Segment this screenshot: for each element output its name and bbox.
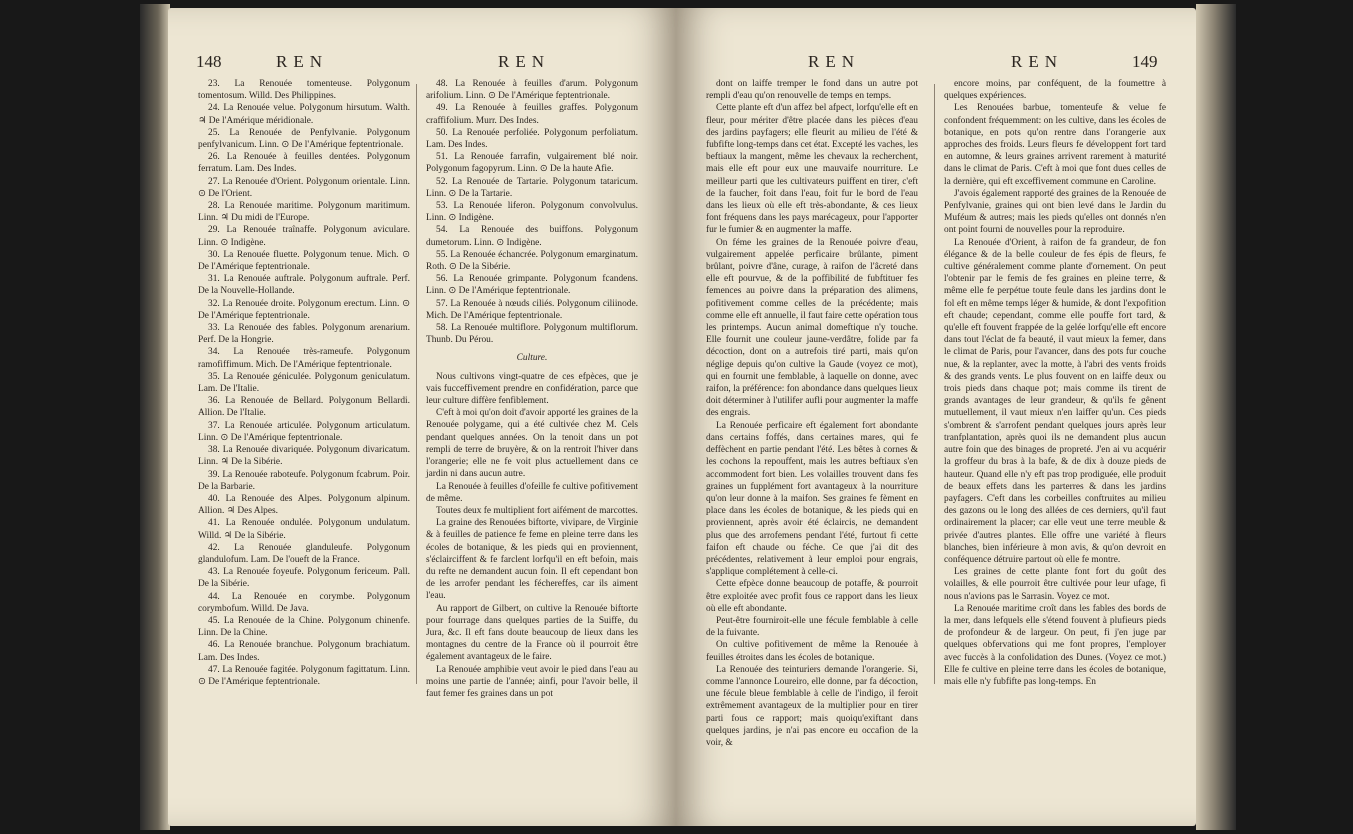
- right-column-1: [706, 78, 918, 749]
- right-column-2: [944, 78, 1166, 688]
- paragraph: 55. La Renouée échancrée. Polygonum emarginatum. Roth. ⊙ De la Sibérie.: [426, 249, 638, 273]
- paragraph: On cultive pofitivement de même la Renouée à feuilles étroites dans les écoles de botanique.: [706, 640, 918, 663]
- left-running-head-2: REN: [498, 52, 550, 71]
- left-page-number: 148: [196, 52, 222, 71]
- paragraph: 50. La Renouée perfoliée. Polygonum perfoliatum. Lam. Des Indes.: [426, 127, 638, 151]
- right-page: [676, 8, 1196, 826]
- column-rule: [416, 84, 417, 684]
- paragraph: Cette efpèce donne beaucoup de potaffe, & pourroit être exploitée avec profit fous ce rapport dans les lieux où elle eft abondante.: [706, 579, 918, 614]
- paragraph: 24. La Renouée velue. Polygonum hirsutum. Walth. ♃ De l'Amérique méridionale.: [198, 103, 410, 126]
- right-page-number: 149: [1132, 52, 1158, 71]
- paragraph: 31. La Renouée auftrale. Polygonum auftrale. Perf. De la Nouvelle-Hollande.: [198, 274, 410, 297]
- paragraph: On féme les graines de la Renouée poivre d'eau, vulgairement appelée perficaire brûlante, piment brûlant, poivre d'âne, curage, à raifon de l'âcreté dans elle eft pourvue, & de la poffibilité de fubftituer fes femences au poivre dans la préparation des alimens, pofitivement comme celles de la précédente; mais comme elle eft annuelle, il faut faire cette opération tous les printemps. Aucun animal domeftique n'y touche. Elle fournit une couleur jaune-verdâtre, folide par fa décoction, dont on a autrefois tiré parti, mais qu'on néglige depuis qu'on cultive la Gaude (voyez ce mot), qui en fournit une femblable, à laquelle on donne, avec raifon, la préférence: fon abondance dans quelques lieux doit déterminer à l'utilifer aufli pour augmenter la maffe des engrais.: [706, 237, 918, 419]
- paragraph: La Renouée amphibie veut avoir le pied dans l'eau au moins une partie de l'année; ainfi, pour l'avoir belle, il faut femer fes graines dans un pot: [426, 664, 638, 699]
- paragraph: 51. La Renouée farrafin, vulgairement blé noir. Polygonum fagopyrum. Linn. ⊙ De la haute Afie.: [426, 152, 638, 175]
- paragraph: encore moins, par conféquent, de la foumettre à quelques expériences.: [944, 79, 1166, 102]
- paragraph: 26. La Renouée à feuilles dentées. Polygonum ferratum. Lam. Des Indes.: [198, 152, 410, 175]
- paragraph: 45. La Renouée de la Chine. Polygonum chinenfe. Linn. De la Chine.: [198, 615, 410, 639]
- paragraph: 38. La Renouée divariquée. Polygonum divaricatum. Linn. ♃ De la Sibérie.: [198, 445, 410, 468]
- paragraph: C'eft à moi qu'on doit d'avoir apporté les graines de la Renouée polygame, qui a été cultivée chez M. Cels pendant quelques années. On la tenoit dans un pot rempli de terre de bruyère, & on la rentroit l'hiver dans l'orangerie; elle ne fe voit plus actuellement dans ce jardin ni dans aucun autre.: [426, 408, 638, 480]
- right-running-head: REN: [808, 52, 860, 71]
- paragraph: 34. La Renouée très-rameufe. Polygonum ramofiffimum. Mich. De l'Amérique feptentrionale.: [198, 347, 410, 370]
- paragraph: Culture.: [516, 353, 548, 364]
- paragraph: 35. La Renouée géniculée. Polygonum geniculatum. Lam. De l'Italie.: [198, 371, 410, 395]
- paragraph: La Renouée maritime croît dans les fables des bords de la mer, dans lefquels elle s'étend fouvent à plufieurs pieds de profondeur & de largeur. On peut, fi j'en juge par quelques obfervations qui me font propres, l'employer avec fuccès à la confolidation des Dunes. (Voyez ce mot.) Elle fe cultive en pleine terre dans les écoles de botanique, mais elle n'y fubfifte pas long-temps. En: [944, 603, 1166, 687]
- paragraph: La Renouée des teinturiers demande l'orangerie. Si, comme l'annonce Loureiro, elle donne, par fa décoction, une fécule bleue femblable à celle de l'indigo, il feroit extrêmement avantageux de la multiplier pour en tirer parti fous ce rapport; mais quoiqu'exiftant dans quelques jardins, je n'ai pas encore eu occafion de la voir, &: [706, 664, 918, 748]
- left-page: [168, 8, 676, 826]
- paragraph: La graine des Renouées biftorte, vivipare, de Virginie & à feuilles de patience fe feme en pleine terre dans les écoles de botanique, & les pieds qui en proviennent, s'éclairciffent & fe farclent lorfqu'il en eft befoin, mais du refte ne demandent aucun foin. Il eft cependant bon de les arrofer pendant les féchereffes, car ils aiment l'eau.: [426, 518, 638, 602]
- left-column-1: [198, 78, 410, 688]
- paragraph: 28. La Renouée maritime. Polygonum maritimum. Linn. ♃ Du midi de l'Europe.: [198, 201, 410, 224]
- paragraph: 25. La Renouée de Penfylvanie. Polygonum penfylvanicum. Linn. ⊙ De l'Amérique feptentrionale.: [198, 127, 410, 151]
- paragraph: Les graines de cette plante font fort du goût des volailles, & elle pourroit être cultivée pour leur ufage, fi nous n'avions pas le Sarrasin. Voyez ce mot.: [944, 567, 1166, 602]
- paragraph: Cette plante eft d'un affez bel afpect, lorfqu'elle eft en fleur, pour mériter d'être placée dans les pièces d'eau des jardins payfagers; elle fleurit au milieu de l'été & fubfifte long-temps dans cet état. Excepté les vaches, les beftiaux la mangent, même les chevaux la recherchent, mais elle eft pour eux une mauvaife nourriture. Le meilleur parti que les cultivateurs puiffent en tirer, c'eft de la faucher, foit dans l'eau, foit fur le bord de l'eau dans les lieux où elle eft très-abondante, & ces lieux font fréquens dans les pays marécageux, pour l'apporter fur le fumier & en augmenter la maffe.: [706, 103, 918, 236]
- paragraph: 43. La Renouée foyeufe. Polygonum fericeum. Pall. De la Sibérie.: [198, 567, 410, 590]
- paragraph: 56. La Renouée grimpante. Polygonum fcandens. Linn. ⊙ De l'Amérique feptentrionale.: [426, 274, 638, 297]
- paragraph: Toutes deux fe multiplient fort aifément de marcottes.: [436, 505, 638, 516]
- paragraph: 29. La Renouée traînaffe. Polygonum aviculare. Linn. ⊙ Indigène.: [198, 225, 410, 248]
- paragraph: 47. La Renouée fagitée. Polygonum fagittatum. Linn. ⊙ De l'Amérique feptentrionale.: [198, 664, 410, 687]
- paragraph: J'avois également rapporté des graines de la Renouée de Penfylvanie, graines qui ont bien levé dans le Jardin du Muféum & autres; mais les pieds qu'elles ont donnés n'en ont point fourni de nouvelles pour la reproduire.: [944, 188, 1166, 236]
- paragraph: 33. La Renouée des fables. Polygonum arenarium. Perf. De la Hongrie.: [198, 323, 410, 346]
- paragraph: 32. La Renouée droite. Polygonum erectum. Linn. ⊙ De l'Amérique feptentrionale.: [198, 298, 410, 321]
- paragraph: 46. La Renouée branchue. Polygonum brachiatum. Lam. Des Indes.: [198, 640, 410, 663]
- paragraph: 52. La Renouée de Tartarie. Polygonum tataricum. Linn. ⊙ De la Tartarie.: [426, 176, 638, 199]
- column-rule: [934, 84, 935, 684]
- paragraph: Les Renouées barbue, tomenteufe & velue fe confondent fréquemment: on les cultive, dans les écoles de botanique, en pots qu'on rentre dans l'orangerie aux approches des froids. Leurs fleurs fe développent fort tard en automne, & leurs graines arrivent rarement à maturité dans le climat de Paris. C'eft à moi que font dues celles de la dernière, qui eft exceffivement commune en Caroline.: [944, 103, 1166, 187]
- paragraph: 23. La Renouée tomenteuse. Polygonum tomentosum. Willd. Des Philippines.: [198, 79, 410, 102]
- paragraph: 44. La Renouée en corymbe. Polygonum corymbofum. Willd. De Java.: [198, 591, 410, 614]
- paragraph: dont on laiffe tremper le fond dans un autre pot rempli d'eau qu'on renouvelle de temps en temps.: [706, 79, 918, 102]
- paragraph: 57. La Renouée à nœuds ciliés. Polygonum ciliinode. Mich. De l'Amérique feptentrionale.: [426, 298, 638, 321]
- paragraph: Nous cultivons vingt-quatre de ces efpèces, que je vais fucceffivement prendre en confidération, parce que leur culture diffère fenfiblement.: [426, 371, 638, 407]
- left-column-2: [426, 78, 638, 700]
- paragraph: 54. La Renouée des buiffons. Polygonum dumetorum. Linn. ⊙ Indigène.: [426, 225, 638, 248]
- paragraph: 27. La Renouée d'Orient. Polygonum orientale. Linn. ⊙ De l'Orient.: [198, 176, 410, 199]
- paragraph: 49. La Renouée à feuilles graffes. Polygonum craffifolium. Murr. Des Indes.: [426, 103, 638, 126]
- paragraph: Au rapport de Gilbert, on cultive la Renouée biftorte pour fourrage dans quelques parties de la Suiffe, du Jura, &c. Il eft fans doute beaucoup de lieux dans les montagnes du centre de la France où il pourroit être également avantageux de le faire.: [426, 603, 638, 663]
- right-running-head-2: REN: [1011, 52, 1063, 71]
- paragraph: La Renouée d'Orient, à raifon de fa grandeur, de fon élégance & de la belle couleur de fes épis de fleurs, fe cultive généralement comme plante d'ornement. On peut l'obtenir par le femis de fes graines en pleine terre, & même elle fe perpétue toute feule dans les jardins dont le fol eft en même temps léger & humide, & dont l'expofition eft chaude; cependant, comme elle pouffe fort tard, & qu'elle eft fouvent frappée de la gelée lorfqu'elle eft encore dans tout l'éclat de fa beauté, il vaut mieux la femer, dans le climat de Paris, pour l'avancer, dans des pots fur couche nue, & la replanter, avec la motte, à l'abri des vents froids & des grands vents. Le plus fouvent on en laiffe deux ou trois pieds dans chaque pot; mais comme ils tirent de grands avantages de leur grandeur, & qu'ils fe gênent mutuellement, il vaut mieux n'en laiffer qu'un. Ces pieds s'ombrent & s'arrofent pendant quelques jours après leur tranfplantation, après quoi ils ne demandent plus aucun autre foin que des binages de propreté. J'en ai vu acquérir la groffeur du bras à la bafe, & de dix à douze pieds de hauteur. Quand elle n'y eft pas trop prodiguée, elle produit de beaux effets dans les parterres & dans les jardins payfagers. C'eft dans les corbeilles conftruites au milieu des gazons ou le long des allées de ces derniers, qu'il faut ordinairement la placer; car elle veut une terre meuble & privée d'autres plantes. Elle offre une variété à fleurs blanches, bien inférieure à mon avis, & qu'on devroit en conféquence détruire partout où elle fe montre.: [944, 237, 1166, 565]
- paragraph: La Renouée à feuilles d'ofeille fe cultive pofitivement de même.: [426, 481, 638, 504]
- paragraph: Peut-être fourniroit-elle une fécule femblable à celle de la fuivante.: [706, 615, 918, 639]
- paragraph: 36. La Renouée de Bellard. Polygonum Bellardi. Allion. De l'Italie.: [198, 396, 410, 419]
- left-running-head: REN: [276, 52, 328, 71]
- right-page-edges: [1196, 4, 1236, 830]
- paragraph: 41. La Renouée ondulée. Polygonum undulatum. Willd. ♃ De la Sibérie.: [198, 518, 410, 541]
- paragraph: 53. La Renouée liferon. Polygonum convolvulus. Linn. ⊙ Indigène.: [426, 201, 638, 224]
- paragraph: 30. La Renouée fluette. Polygonum tenue. Mich. ⊙ De l'Amérique feptentrionale.: [198, 249, 410, 273]
- paragraph: 37. La Renouée articulée. Polygonum articulatum. Linn. ⊙ De l'Amérique feptentrionale.: [198, 420, 410, 443]
- paragraph: 48. La Renouée à feuilles d'arum. Polygonum arifolium. Linn. ⊙ De l'Amérique feptentrionale.: [426, 79, 638, 102]
- paragraph: 39. La Renouée raboteufe. Polygonum fcabrum. Poir. De la Barbarie.: [198, 469, 410, 492]
- paragraph: 40. La Renouée des Alpes. Polygonum alpinum. Allion. ♃ Des Alpes.: [198, 493, 410, 517]
- left-page-edges: [140, 4, 170, 830]
- paragraph: La Renouée perficaire eft également fort abondante dans certains foffés, dans certaines mares, qui fe deffèchent en partie pendant l'été. Les bêtes à cornes & les cochons la repouffent, mais les autres beftiaux s'en accommodent fort bien. Les volailles trouvent dans fes graines un fupplément fort avantageux à la nourriture qu'on leur donne à la maifon. Ses graines fe fèment en place dans les écoles de botanique, & les pieds qui en proviennent, après avoir été éclaircis, ne demandent plus que des arrofemens pendant l'été, furtout fi cette faifon eft chaude ou féche. Ce que j'ai dit des précédentes, relativement à leur emploi pour engrais, s'applique complétement à celle-ci.: [706, 420, 918, 578]
- paragraph: 42. La Renouée glanduleufe. Polygonum glandulofum. Lam. De l'oueft de la France.: [198, 542, 410, 565]
- paragraph: 58. La Renouée multiflore. Polygonum multiflorum. Thunb. Du Pérou.: [426, 323, 638, 346]
